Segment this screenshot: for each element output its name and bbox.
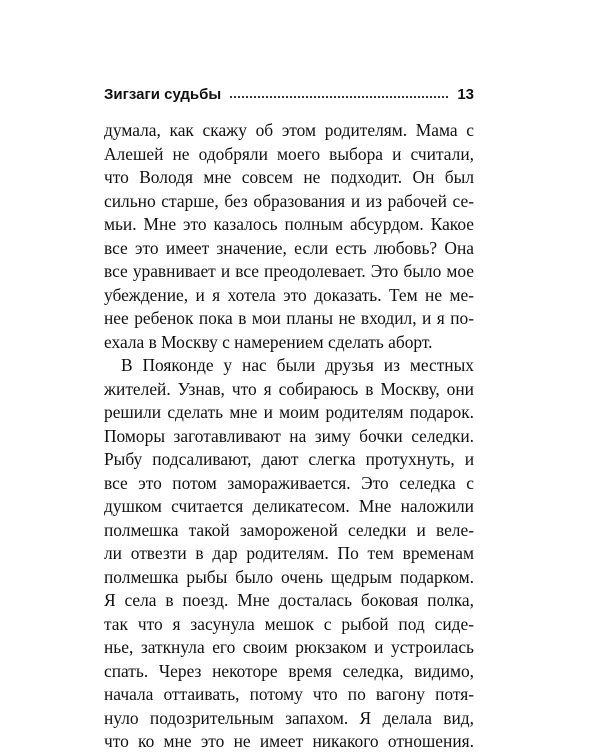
text-line: сильно старше, без образования и из рабочей се-: [104, 190, 474, 211]
text-line: мьи. Мне это казалось полным абсурдом. Какое: [104, 214, 474, 234]
running-header: [104, 81, 474, 103]
text-line: убеждение, и я хотела это доказать. Тем не ме-: [104, 284, 474, 305]
text-line: Я села в поезд. Мне досталась боковая полка,: [104, 590, 474, 610]
text-line: что ко мне это не имеет никакого отношения.: [104, 731, 474, 751]
text-line: все это потом замораживается. Это селедка с: [104, 472, 474, 493]
text-line: ехала в Москву с намерением сделать аборт.: [104, 331, 433, 352]
text-line: нее ребенок пока в мои планы не входил, и я по-: [104, 308, 474, 328]
text-line: нуло подозрительным запахом. Я делала вид,: [104, 707, 474, 728]
text-line: все уравнивает и все преодолевает. Это было мое: [104, 261, 474, 281]
text-line: решили сделать мне и моим родителям подарок.: [104, 402, 474, 422]
text-line: ли отвезти в дар родителям. По тем временам: [104, 543, 474, 563]
dotted-leader: [229, 94, 449, 100]
text-line: думала, как скажу об этом родителям. Мама с: [104, 120, 474, 140]
page-number: 13: [457, 86, 474, 103]
text-line: В Пояконде у нас были друзья из местных: [121, 355, 474, 375]
running-title: Зигзаги судьбы: [104, 86, 222, 103]
body-text: [104, 119, 474, 754]
text-line: начала оттаивать, потому что по вагону потя-: [104, 684, 474, 704]
text-line: что Володя мне совсем не подходит. Он был: [104, 167, 474, 187]
text-line: спать. Через некоторе время селедка, видимо,: [104, 660, 474, 681]
text-line: нье, заткнула его своим рюкзаком и устроилась: [104, 637, 474, 657]
text-line: жителей. Узнав, что я собираюсь в Москву, они: [104, 378, 474, 399]
text-line: Поморы заготавливают на зиму бочки селедки.: [104, 425, 474, 446]
text-line: так что я засунула мешок с рыбой под сиде-: [104, 613, 474, 634]
text-line: все это имеет значение, если есть любовь? Она: [104, 237, 474, 258]
text-line: Алешей не одобряли моего выбора и считали,: [104, 143, 474, 164]
text-line: полмешка такой замороженой селедки и веле-: [104, 519, 474, 540]
text-line: Рыбу подсаливают, дают слегка протухнуть, и: [104, 449, 474, 469]
text-line: полмешка рыбы было очень щедрым подарком.: [104, 566, 474, 587]
text-line: душком считается деликатесом. Мне наложили: [104, 496, 474, 516]
